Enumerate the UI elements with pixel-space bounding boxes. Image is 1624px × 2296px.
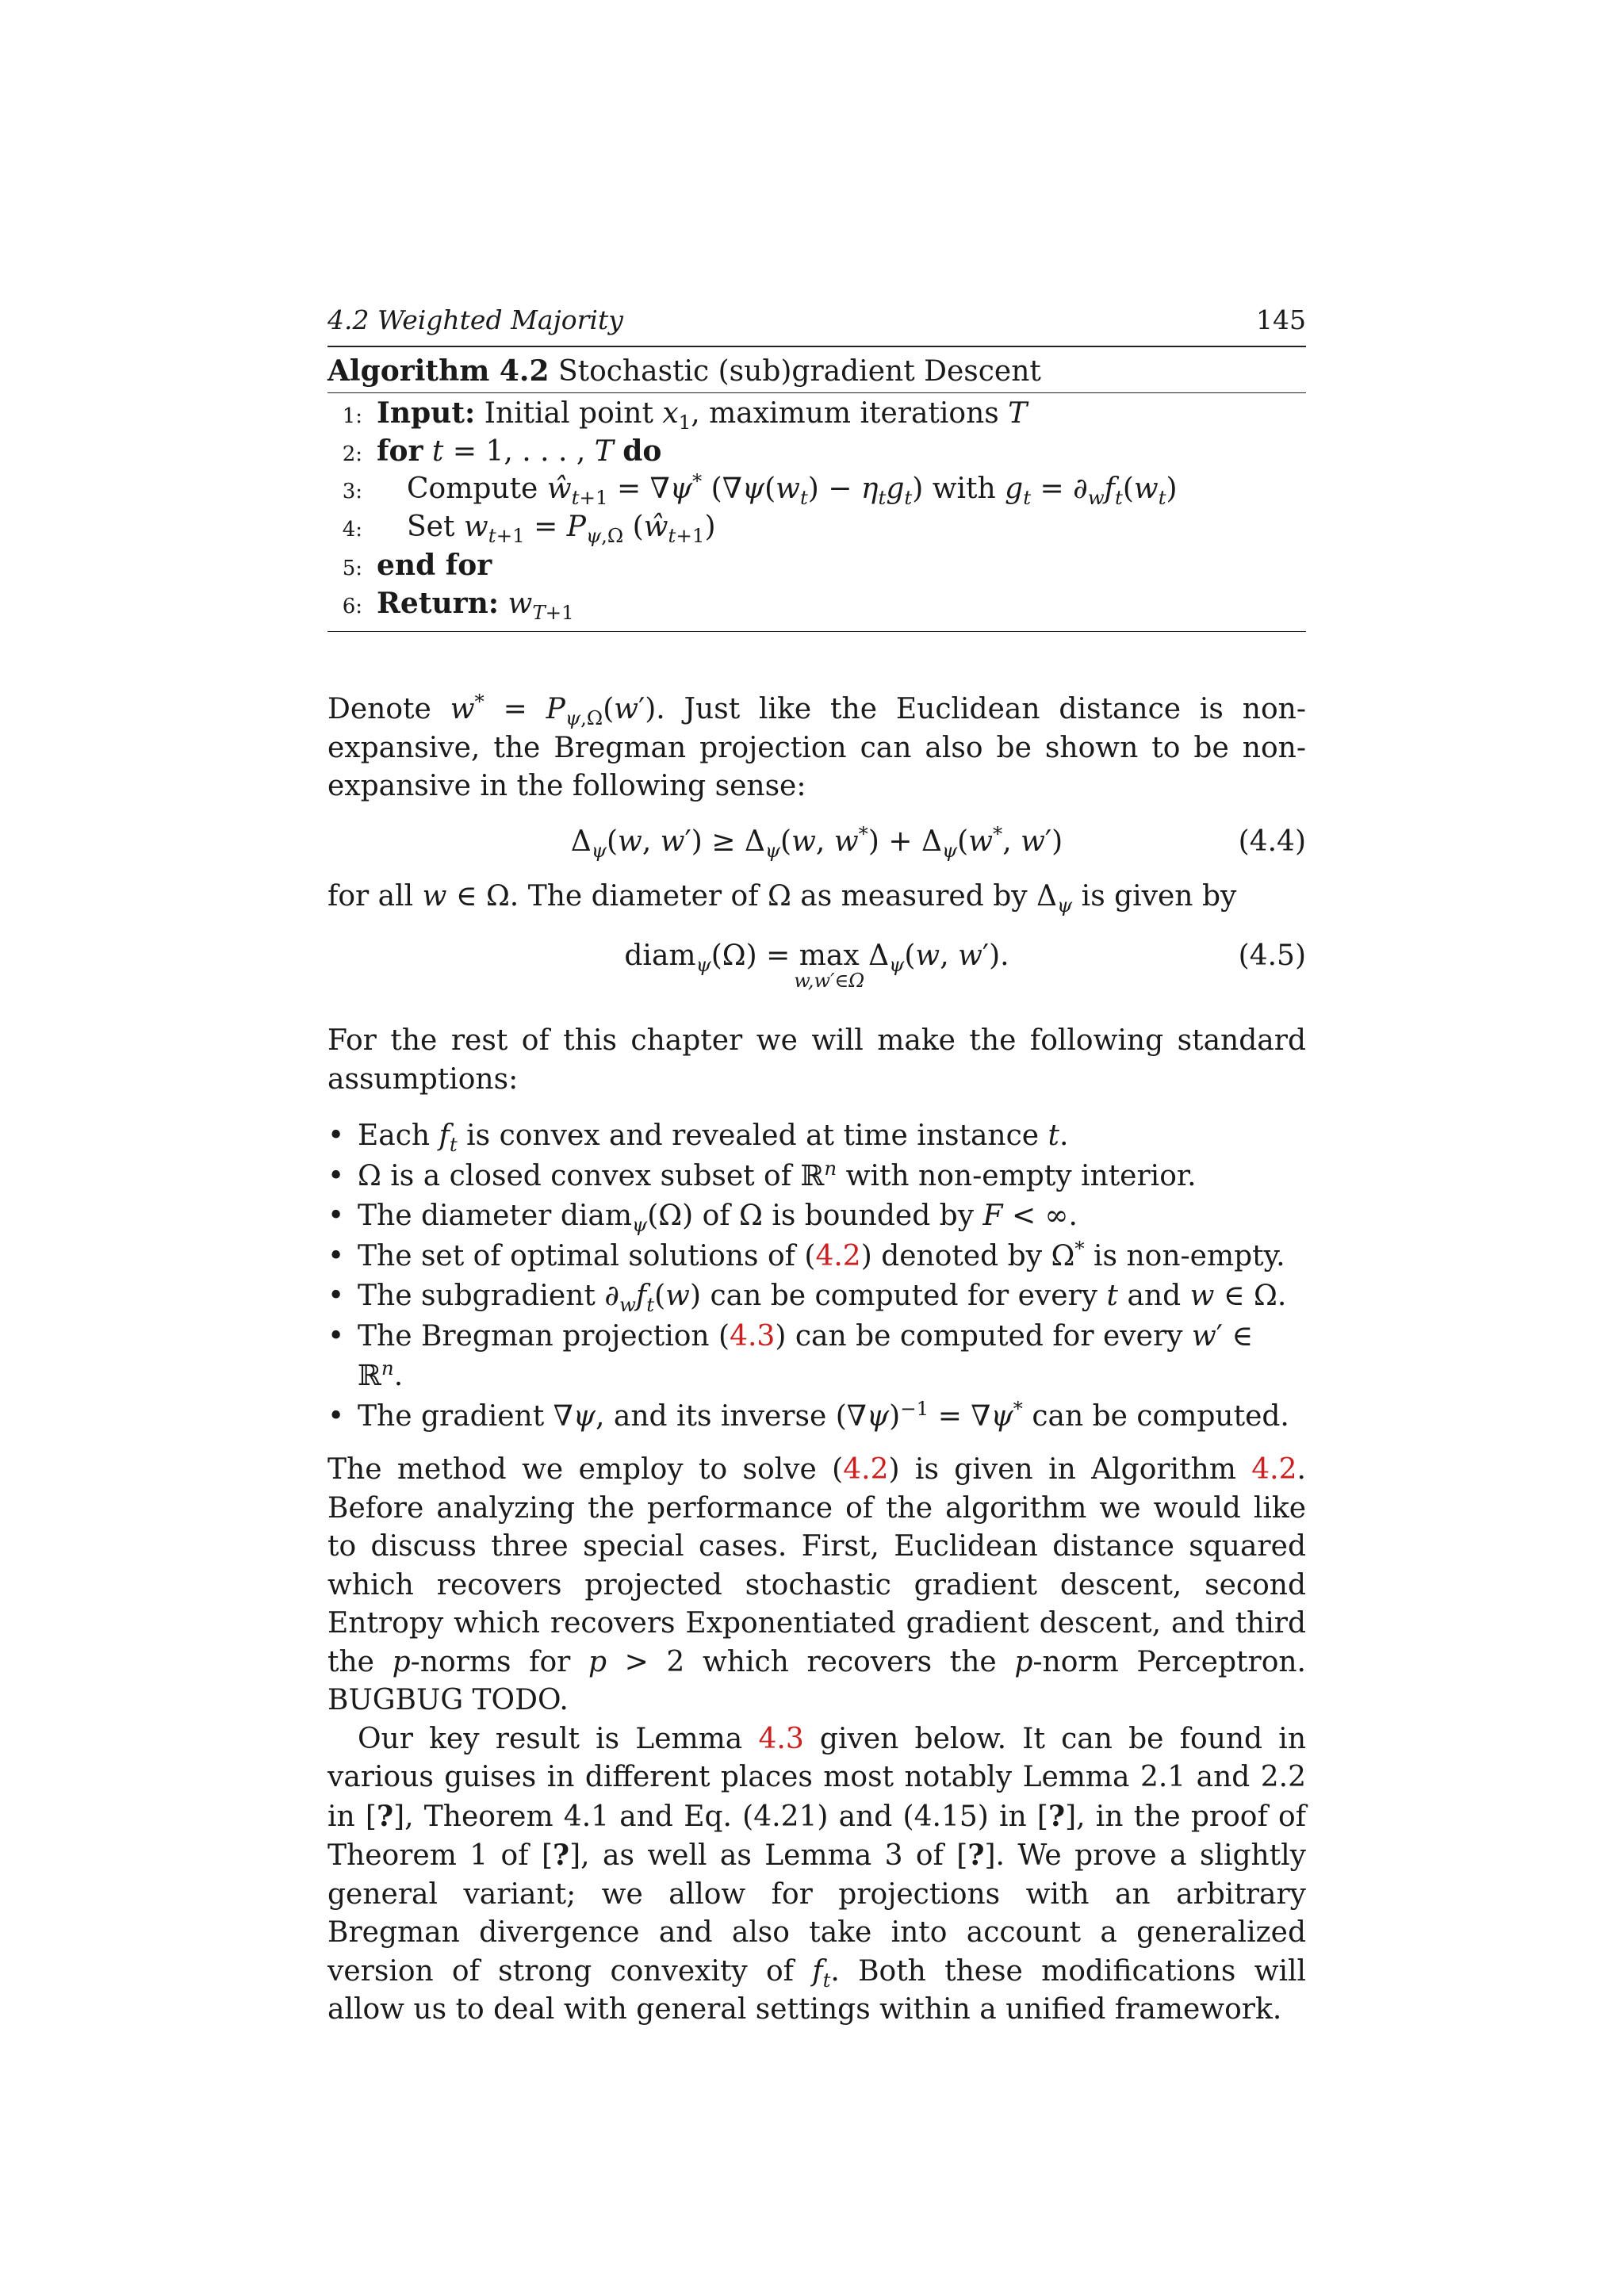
bullet-icon: •: [327, 1119, 345, 1152]
running-header: [327, 285, 1306, 335]
algorithm-caption: [327, 347, 1306, 392]
method-paragraph: The method we employ to solve (4.2) is given in Algorithm 4.2. Before analyzing the performance of the algorithm we would like to discuss three special cases. First, Euclidean distance squared which recovers projected stochastic gradient descent, second Entropy which recovers Exponentiated gradient descent, and third the p-norms for p > 2 which recovers the p-norm Perceptron. BUGBUG TODO.: [327, 1453, 1306, 1716]
equation-4-5: [327, 935, 1306, 993]
bullet-icon: •: [327, 1239, 345, 1272]
algorithm-line: [327, 396, 1306, 434]
assumption-text: The subgradient $\partial_wf_t(w)$ can be computed for every t and w ∈ Ω.: [358, 1280, 1287, 1317]
algorithm-line-number: 4:: [342, 518, 362, 541]
assumptions-intro: For the rest of this chapter we will make the following standard assumptions:: [327, 1024, 1306, 1096]
key-result-paragraph: Our key result is Lemma 4.3 given below. It can be found in various guises in different places most notably Lemma 2.1 and 2.2 in [?], Theorem 4.1 and Eq. (4.21) and (4.15) in [?], in the proof of Theorem 1 of [?], as well as Lemma 3 of [?]. We prove a slightly general variant; we allow for projections with an arbitrary Bregman divergence and also take into account a generalized version of strong convexity of $f_t$. Both these modifications will allow us to deal with general settings within a unified framework.: [327, 1722, 1307, 2026]
algorithm-label: Algorithm 4.2: [327, 354, 550, 388]
bullet-icon: •: [327, 1200, 345, 1232]
bullet-icon: •: [327, 1280, 345, 1312]
equation-4-4: [327, 821, 1306, 868]
assumption-item: [327, 1397, 1306, 1437]
assumption-text: Ω is a closed convex subset of ℝ$^n$ with non-empty interior.: [358, 1156, 1197, 1192]
algorithm-line-text: Set $w_{t+1} = P_{\psi,\Omega}$ $(ŵ_{t+1})$: [407, 511, 716, 548]
assumptions-list: [327, 1116, 1306, 1437]
assumption-item: [327, 1237, 1306, 1277]
algorithm-line-text: end for: [377, 549, 492, 582]
assumption-text: The Bregman projection (4.3) can be computed for every w′ ∈ ℝ$^n$.: [358, 1319, 1254, 1392]
assumption-text: The set of optimal solutions of (4.2) denoted by Ω* is non-empty.: [358, 1236, 1285, 1272]
algorithm-bottom-rule: [327, 631, 1306, 632]
equation-4-5-body: diam$_\psi$(Ω) = max w,w′∈Ω $\Delta_\psi(w$, w′).: [624, 939, 1009, 992]
algorithm-line-number: 5:: [342, 557, 362, 580]
algorithm-line-number: 6:: [342, 595, 362, 618]
algorithm-line-number: 2:: [342, 442, 362, 466]
algorithm-line: [327, 469, 1306, 511]
algorithm-line: [327, 434, 1306, 473]
algorithm-box: [327, 346, 1306, 632]
algorithm-line-number: 1:: [342, 404, 362, 428]
section-title: 4.2 Weighted Majority: [327, 304, 623, 335]
algorithm-line: [327, 549, 1306, 587]
algorithm-line-text: Compute $ŵ_{t+1} = \nabla\psi^*$ $(\nabla\psi(w_t) - \eta_tg_t)$ with $g_t = \partial_wf_t(w_t)$: [407, 469, 1178, 510]
assumption-item: [327, 1276, 1306, 1317]
equation-4-4-number: (4.4): [1238, 825, 1306, 858]
equation-4-5-number: (4.5): [1238, 939, 1306, 972]
assumption-item: [327, 1116, 1306, 1157]
algorithm-lines: [327, 393, 1306, 631]
assumption-item: [327, 1196, 1306, 1237]
diameter-sentence: for all w ∈ Ω. The diameter of Ω as measured by $\Delta_\psi$ is given by: [327, 879, 1237, 916]
algorithm-line-text: for t = 1, . . . , T do: [377, 434, 662, 468]
intro-paragraph: Denote $w^* = P_{\psi,\Omega}(w')$. Just like the Euclidean distance is non-expansive, the Bregman projection can also be shown to be non-expansive in the following sense:: [327, 690, 1306, 802]
bullet-icon: •: [327, 1319, 345, 1353]
assumption-text: The gradient ∇ψ, and its inverse $(\nabla\psi)^{-1} = \nabla\psi^*$ can be computed.: [358, 1396, 1289, 1433]
algorithm-title: Stochastic (sub)gradient Descent: [557, 355, 1041, 388]
algorithm-line-text: Input: Initial point $x_1$, maximum iterations T: [377, 396, 1028, 434]
bullet-icon: •: [327, 1159, 345, 1192]
assumption-text: Each $f_t$ is convex and revealed at time instance t.: [358, 1119, 1069, 1157]
page-number: 145: [1256, 304, 1306, 335]
assumption-item: [327, 1157, 1306, 1197]
algorithm-line-number: 3:: [342, 480, 362, 503]
algorithm-line: [327, 511, 1306, 549]
assumption-item: [327, 1317, 1306, 1397]
assumption-text: The diameter diam$_\psi$(Ω) of Ω is bounded by F < ∞.: [358, 1200, 1078, 1237]
bullet-icon: •: [327, 1399, 345, 1433]
book-page: [327, 285, 1306, 2030]
algorithm-line-text: Return: $w_{T+1}$: [377, 587, 574, 625]
equation-4-4-body: $\Delta_\psi(w$, $w') \ge \Delta_\psi(w$, $w^*) + \Delta_\psi(w^*$, w′): [570, 821, 1063, 862]
algorithm-line: [327, 587, 1306, 625]
